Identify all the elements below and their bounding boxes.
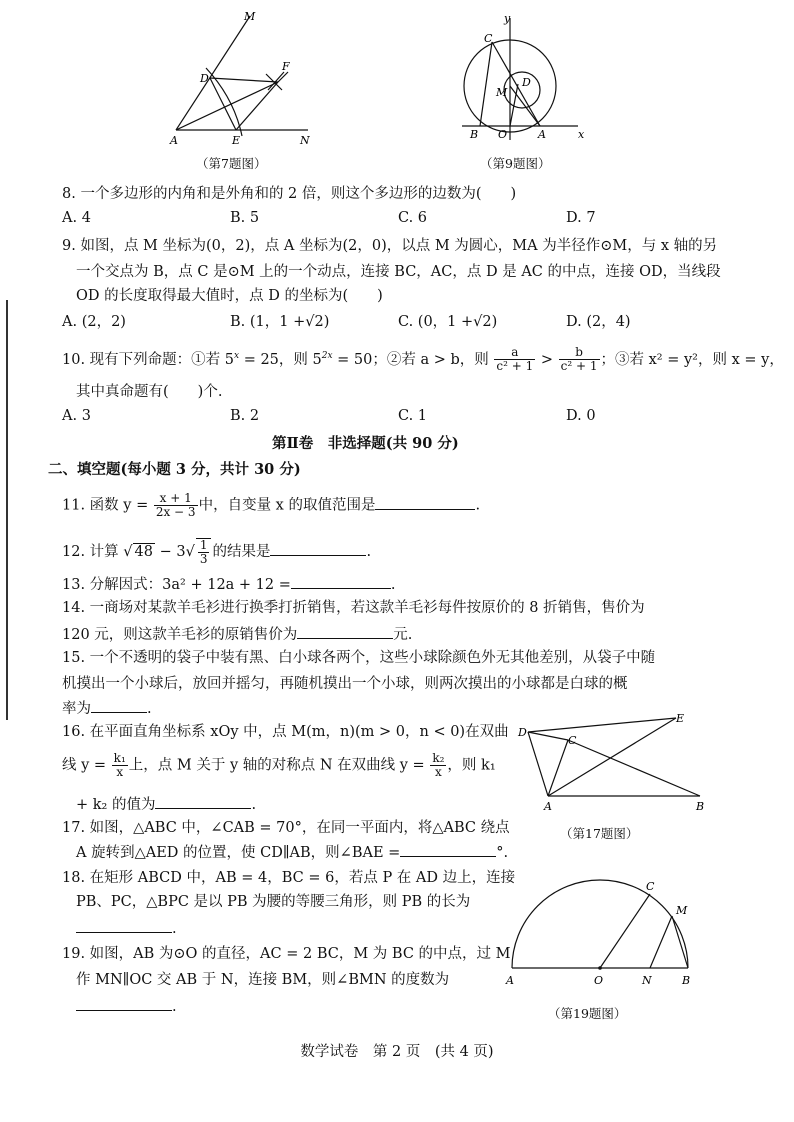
question-18-line-2: PB、PC，△BPC 是以 PB 为腰的等腰三角形，则 PB 的长为 <box>76 894 471 910</box>
segment-ac <box>548 740 568 796</box>
label-f: F <box>282 60 290 73</box>
q10-exp-1: x <box>234 351 240 361</box>
question-11: 11. 函数 y = $\frac{x + 1}{2x - 3}$ 中，自变量 x 的取值范围是 . <box>62 491 481 519</box>
q18-answer-blank[interactable] <box>76 918 172 933</box>
figure-9-caption: （第9题图） <box>480 156 551 171</box>
question-9-line-3: OD 的长度取得最大值时，点 D 的坐标为( ) <box>76 288 383 304</box>
label-d: D <box>522 76 531 89</box>
question-9-line-1: 9. 如图，点 M 坐标为(0，2)，点 A 坐标为(2，0)，以点 M 为圆心，MA 为半径作⊙M，与 x 轴的另 <box>62 238 718 254</box>
question-19-answer: . <box>76 996 177 1017</box>
label-o: O <box>594 974 604 987</box>
segment-df <box>210 78 278 82</box>
q10-part-1: 10. 现有下列命题：①若 5 <box>62 351 235 368</box>
q9-option-d: D. (2，4) <box>566 314 631 330</box>
question-13: 13. 分解因式：3a² + 12a + 12 = . <box>62 574 396 595</box>
q8-option-d: D. 7 <box>566 210 596 226</box>
label-m: M <box>496 86 508 99</box>
figure-17-caption: （第17题图） <box>560 826 639 841</box>
question-9-line-2: 一个交点为 B，点 C 是⊙M 上的一个动点，连接 BC，AC，点 D 是 AC 的中点，连接 OD，当线段 <box>76 264 721 280</box>
q10-option-d: D. 0 <box>566 408 596 424</box>
binding-edge-mark <box>6 300 8 720</box>
label-c: C <box>484 32 493 45</box>
q19-answer-blank[interactable] <box>76 996 172 1011</box>
label-m: M <box>244 10 256 23</box>
q11-fraction: $\frac{x + 1}{2x - 3}$ <box>155 491 196 519</box>
section-2-subtitle: 二、填空题(每小题 3 分，共计 30 分) <box>48 461 301 478</box>
label-n: N <box>642 974 652 987</box>
question-10-line-2: 其中真命题有( )个. <box>76 384 223 400</box>
label-e: E <box>232 134 241 147</box>
q10-part-2: = 25，则 5 <box>239 351 322 368</box>
label-a: A <box>506 974 514 987</box>
figure-17 <box>514 710 714 816</box>
q17-answer-blank[interactable] <box>400 842 496 857</box>
label-b: B <box>682 974 691 987</box>
figure-9 <box>458 12 598 142</box>
question-16-line-3: + k₂ 的值为 . <box>76 794 256 815</box>
question-19-line-1: 19. 如图，AB 为⊙O 的直径，AC = 2 BC，M 为 BC 的中点，过 M <box>62 946 511 962</box>
label-c: C <box>568 734 577 747</box>
section-2-title: 第Ⅱ卷 非选择题(共 90 分) <box>272 435 459 452</box>
segment-bc <box>480 42 492 126</box>
q10-fraction-a: $\frac{a}{\text{c² + 1}}$ <box>496 345 534 374</box>
question-10-line-1 <box>62 346 784 373</box>
question-17-line-2: A 旋转到△AED 的位置，使 CD∥AB，则∠BAE = °. <box>76 842 508 863</box>
q9-option-a: A. (2，2) <box>62 314 126 330</box>
question-18-answer: . <box>76 918 177 939</box>
figure-19-caption: （第19题图） <box>548 1006 627 1021</box>
question-16-line-2: 线 y = $\frac{\text{k₁}}{x}$ 上，点 M 关于 y 轴的对称点 N 在双曲线 y = $\frac{\text{k₂}}{x}$ ，则 k₁ <box>62 751 496 779</box>
label-b: B <box>696 800 705 813</box>
q10-fraction-b: $\frac{b}{\text{c² + 1}}$ <box>560 345 598 374</box>
question-15-line-2: 机摸出一个小球后，放回并摇匀，再随机摸出一个小球，则两次摸出的小球都是白球的概 <box>62 676 628 692</box>
q12-answer-blank[interactable] <box>270 541 366 556</box>
label-a: A <box>538 128 546 141</box>
question-15-line-1: 15. 一个不透明的袋子中装有黑、白小球各两个，这些小球除颜色外无其他差别，从袋子中随 <box>62 650 656 666</box>
question-14-line-1: 14. 一商场对某款羊毛衫进行换季打折销售，若这款羊毛衫每件按原价的 8 折销售，售价为 <box>62 600 645 616</box>
q8-option-b: B. 5 <box>230 210 260 226</box>
segment-de <box>528 718 676 732</box>
segment-ae <box>548 718 676 796</box>
label-b: B <box>470 128 479 141</box>
question-14-line-2: 120 元，则这款羊毛衫的原销售价为 元. <box>62 624 412 645</box>
q15-answer-blank[interactable] <box>91 698 147 713</box>
segment-bm <box>672 916 688 968</box>
question-19-line-2: 作 MN∥OC 交 AB 于 N，连接 BM，则∠BMN 的度数为 <box>76 972 450 988</box>
question-12: 12. 计算 √ 48 − 3√ $\frac{1}{3}$ 的结果是 . <box>62 538 372 566</box>
q14-answer-blank[interactable] <box>297 624 393 639</box>
q8-option-c: C. 6 <box>398 210 428 226</box>
page-footer: 数学试卷 第 2 页 (共 4 页) <box>300 1044 494 1060</box>
label-d: D <box>518 726 527 739</box>
label-e: E <box>676 712 685 725</box>
question-17-line-1: 17. 如图，△ABC 中，∠CAB = 70°，在同一平面内，将△ABC 绕点 <box>62 820 510 836</box>
question-18-line-1: 18. 在矩形 ABCD 中，AB = 4，BC = 6，若点 P 在 AD 边上，连接 <box>62 870 516 886</box>
q9-option-b: B. (1，1 +√2) <box>230 314 330 330</box>
question-8: 8. 一个多边形的内角和是外角和的 2 倍，则这个多边形的边数为( ) <box>62 186 517 202</box>
q16-answer-blank[interactable] <box>155 794 251 809</box>
q10-gt: > <box>536 351 558 368</box>
q16-fraction-2: $\frac{\text{k₂}}{x}$ <box>432 751 445 779</box>
q11-answer-blank[interactable] <box>375 495 475 510</box>
label-m: M <box>676 904 688 917</box>
q10-option-b: B. 2 <box>230 408 260 424</box>
label-y: y <box>504 12 511 25</box>
q13-answer-blank[interactable] <box>291 574 391 589</box>
q10-exp-2: 2x <box>321 351 333 361</box>
question-16-line-1: 16. 在平面直角坐标系 xOy 中，点 M(m，n)(m > 0，n < 0)在双曲 <box>62 724 509 740</box>
center-point <box>598 966 602 970</box>
label-a: A <box>170 134 178 147</box>
segment-ef <box>236 82 278 130</box>
q10-part-3: = 50；②若 a > b，则 <box>332 351 489 368</box>
figure-19 <box>500 872 700 990</box>
question-15-line-3: 率为 . <box>62 698 152 719</box>
label-x: x <box>578 128 585 141</box>
segment-cb <box>568 740 700 796</box>
semicircle-o <box>512 880 688 968</box>
q8-option-a: A. 4 <box>62 210 91 226</box>
q12-fraction: $\frac{1}{3}$ <box>196 538 212 566</box>
segment-mn <box>650 916 672 968</box>
segment-oc <box>600 894 650 968</box>
segment-ad <box>528 732 548 796</box>
label-o: O <box>498 128 508 141</box>
q10-option-c: C. 1 <box>398 408 428 424</box>
label-d: D <box>200 72 209 85</box>
label-a: A <box>544 800 552 813</box>
q16-fraction-1: $\frac{\text{k₁}}{x}$ <box>113 751 126 779</box>
segment-dc <box>528 732 568 740</box>
segment-ac <box>492 42 540 126</box>
label-c: C <box>646 880 655 893</box>
q10-option-a: A. 3 <box>62 408 91 424</box>
q10-part-4: ；③若 x² = y²，则 x = y， <box>600 351 784 368</box>
figure-7-caption: （第7题图） <box>196 156 267 171</box>
label-n: N <box>300 134 310 147</box>
q9-option-c: C. (0，1 +√2) <box>398 314 498 330</box>
figure-7 <box>168 8 318 148</box>
